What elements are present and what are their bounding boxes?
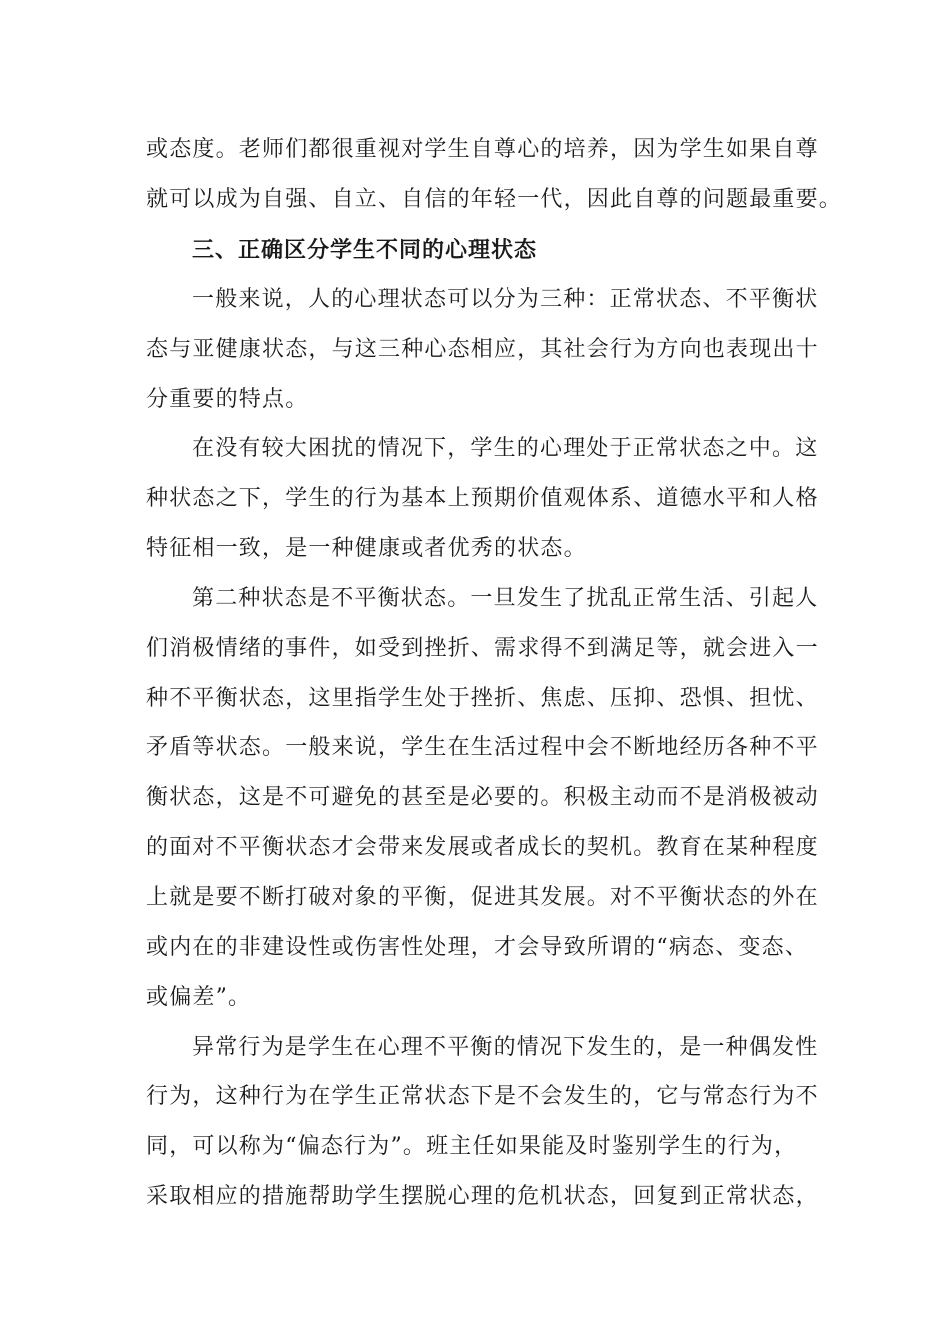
text-line: 或偏差”。	[146, 985, 252, 1010]
text-line: 衡状态，这是不可避免的甚至是必要的。积极主动而不是消极被动	[146, 785, 819, 810]
text-line: 或态度。老师们都很重视对学生自尊心的培养，因为学生如果自尊	[146, 137, 819, 162]
paragraph-start: 异常行为是学生在心理不平衡的情况下发生的，是一种偶发性	[192, 1035, 819, 1060]
text-line: 上就是要不断打破对象的平衡，促进其发展。对不平衡状态的外在	[146, 885, 819, 910]
text-line: 采取相应的措施帮助学生摆脱心理的危机状态，回复到正常状态，	[146, 1184, 819, 1209]
paragraph-start: 第二种状态是不平衡状态。一旦发生了扰乱正常生活、引起人	[192, 586, 819, 611]
paragraph-start: 在没有较大困扰的情况下，学生的心理处于正常状态之中。这	[192, 436, 819, 461]
text-line: 同，可以称为“偏态行为”。班主任如果能及时鉴别学生的行为，	[146, 1134, 798, 1159]
paragraph-start: 一般来说，人的心理状态可以分为三种：正常状态、不平衡状	[192, 287, 819, 312]
text-line: 种不平衡状态，这里指学生处于挫折、焦虑、压抑、恐惧、担忧、	[146, 686, 819, 711]
text-line: 就可以成为自强、自立、自信的年轻一代，因此自尊的问题最重要。	[146, 187, 843, 212]
text-line: 分重要的特点。	[146, 387, 309, 412]
text-line: 们消极情绪的事件，如受到挫折、需求得不到满足等，就会进入一	[146, 636, 819, 661]
text-line: 行为，这种行为在学生正常状态下是不会发生的，它与常态行为不	[146, 1084, 819, 1109]
text-line: 种状态之下，学生的行为基本上预期价值观体系、道德水平和人格	[146, 486, 819, 511]
section-heading: 三、正确区分学生不同的心理状态	[192, 237, 538, 263]
text-line: 态与亚健康状态，与这三种心态相应，其社会行为方向也表现出十	[146, 337, 819, 362]
text-line: 的面对不平衡状态才会带来发展或者成长的契机。教育在某种程度	[146, 835, 819, 860]
text-line: 矛盾等状态。一般来说，学生在生活过程中会不断地经历各种不平	[146, 735, 819, 760]
text-line: 或内在的非建设性或伤害性处理，才会导致所谓的“病态、变态、	[146, 935, 809, 960]
text-line: 特征相一致，是一种健康或者优秀的状态。	[146, 536, 587, 561]
